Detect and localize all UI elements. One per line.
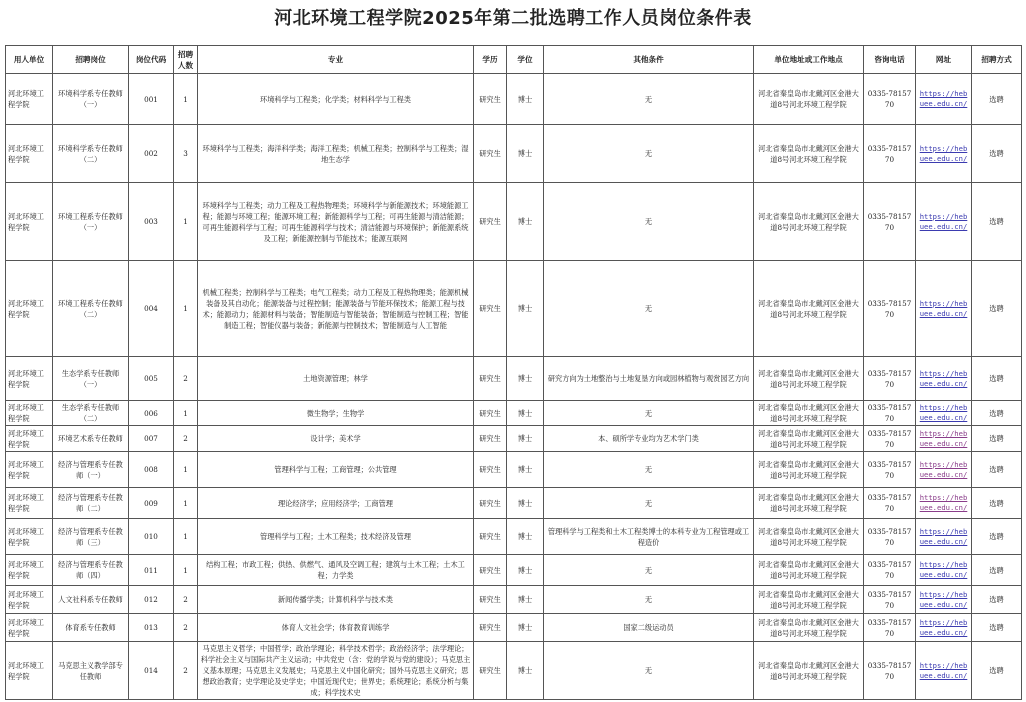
other-cell: 无 <box>544 125 754 183</box>
address-cell: 河北省秦皇岛市北戴河区金港大道8号河北环境工程学院 <box>754 357 864 401</box>
phone-cell: 0335-7815770 <box>864 74 916 125</box>
code-cell: 014 <box>129 642 174 700</box>
unit-cell: 河北环境工程学院 <box>6 74 53 125</box>
degree-cell: 博士 <box>507 357 544 401</box>
header-row <box>6 46 1022 74</box>
major-cell: 马克思主义哲学；中国哲学；政治学理论；科学技术哲学；政治经济学；法学理论；科学社会主义与国际共产主义运动；中共党史（含：党的学说与党的建设）；马克思主义基本原理；马克思主义发展史；马克思主义中国化研究；国外马克思主义研究；思想政治教育；史学理论及史学史；中国近现代史；世界史；系统理论；系统分析与集成；科学技术史 <box>198 642 474 700</box>
phone-cell: 0335-7815770 <box>864 488 916 519</box>
degree-cell: 博士 <box>507 183 544 261</box>
phone-cell: 0335-7815770 <box>864 426 916 452</box>
method-cell: 选聘 <box>972 125 1022 183</box>
table-row <box>6 74 1022 125</box>
code-cell: 010 <box>129 519 174 555</box>
major-cell: 微生物学；生物学 <box>198 401 474 426</box>
post-cell: 经济与管理系专任教师（二） <box>53 488 129 519</box>
url-link[interactable]: https://hebuee.edu.cn/ <box>916 426 972 452</box>
positions-table <box>5 45 1022 700</box>
degree-cell: 博士 <box>507 401 544 426</box>
unit-cell: 河北环境工程学院 <box>6 183 53 261</box>
method-cell: 选聘 <box>972 261 1022 357</box>
code-cell: 011 <box>129 555 174 586</box>
unit-cell: 河北环境工程学院 <box>6 488 53 519</box>
header-edu: 学历 <box>474 46 507 74</box>
url-link[interactable]: https://hebuee.edu.cn/ <box>916 125 972 183</box>
other-cell: 无 <box>544 586 754 614</box>
phone-cell: 0335-7815770 <box>864 452 916 488</box>
address-cell: 河北省秦皇岛市北戴河区金港大道8号河北环境工程学院 <box>754 401 864 426</box>
major-cell: 结构工程；市政工程；供热、供燃气、通风及空调工程；建筑与土木工程；土木工程；力学类 <box>198 555 474 586</box>
header-method: 招聘方式 <box>972 46 1022 74</box>
phone-cell: 0335-7815770 <box>864 183 916 261</box>
other-cell: 无 <box>544 401 754 426</box>
num-cell: 1 <box>174 488 198 519</box>
header-degree: 学位 <box>507 46 544 74</box>
url-link[interactable]: https://hebuee.edu.cn/ <box>916 401 972 426</box>
edu-cell: 研究生 <box>474 586 507 614</box>
header-phone: 咨询电话 <box>864 46 916 74</box>
post-cell: 环境科学系专任教师（一） <box>53 74 129 125</box>
other-cell: 无 <box>544 74 754 125</box>
table-row <box>6 125 1022 183</box>
edu-cell: 研究生 <box>474 74 507 125</box>
phone-cell: 0335-7815770 <box>864 519 916 555</box>
post-cell: 经济与管理系专任教师（三） <box>53 519 129 555</box>
unit-cell: 河北环境工程学院 <box>6 357 53 401</box>
table-row <box>6 642 1022 700</box>
url-link[interactable]: https://hebuee.edu.cn/ <box>916 452 972 488</box>
phone-cell: 0335-7815770 <box>864 401 916 426</box>
address-cell: 河北省秦皇岛市北戴河区金港大道8号河北环境工程学院 <box>754 614 864 642</box>
degree-cell: 博士 <box>507 261 544 357</box>
method-cell: 选聘 <box>972 401 1022 426</box>
post-cell: 环境工程系专任教师（二） <box>53 261 129 357</box>
unit-cell: 河北环境工程学院 <box>6 519 53 555</box>
degree-cell: 博士 <box>507 555 544 586</box>
address-cell: 河北省秦皇岛市北戴河区金港大道8号河北环境工程学院 <box>754 586 864 614</box>
code-cell: 006 <box>129 401 174 426</box>
method-cell: 选聘 <box>972 555 1022 586</box>
major-cell: 管理科学与工程；工商管理；公共管理 <box>198 452 474 488</box>
other-cell: 无 <box>544 488 754 519</box>
header-major: 专业 <box>198 46 474 74</box>
code-cell: 008 <box>129 452 174 488</box>
post-cell: 环境艺术系专任教师 <box>53 426 129 452</box>
degree-cell: 博士 <box>507 452 544 488</box>
unit-cell: 河北环境工程学院 <box>6 261 53 357</box>
method-cell: 选聘 <box>972 642 1022 700</box>
method-cell: 选聘 <box>972 426 1022 452</box>
degree-cell: 博士 <box>507 642 544 700</box>
unit-cell: 河北环境工程学院 <box>6 614 53 642</box>
edu-cell: 研究生 <box>474 401 507 426</box>
degree-cell: 博士 <box>507 488 544 519</box>
method-cell: 选聘 <box>972 452 1022 488</box>
edu-cell: 研究生 <box>474 261 507 357</box>
code-cell: 009 <box>129 488 174 519</box>
other-cell: 国家二级运动员 <box>544 614 754 642</box>
unit-cell: 河北环境工程学院 <box>6 125 53 183</box>
edu-cell: 研究生 <box>474 614 507 642</box>
num-cell: 2 <box>174 614 198 642</box>
num-cell: 2 <box>174 426 198 452</box>
address-cell: 河北省秦皇岛市北戴河区金港大道8号河北环境工程学院 <box>754 642 864 700</box>
header-unit: 用人单位 <box>6 46 53 74</box>
major-cell: 环境科学与工程类；海洋科学类；海洋工程类；机械工程类；控制科学与工程类；湿地生态学 <box>198 125 474 183</box>
address-cell: 河北省秦皇岛市北戴河区金港大道8号河北环境工程学院 <box>754 125 864 183</box>
code-cell: 002 <box>129 125 174 183</box>
method-cell: 选聘 <box>972 357 1022 401</box>
table-row <box>6 426 1022 452</box>
other-cell: 无 <box>544 555 754 586</box>
address-cell: 河北省秦皇岛市北戴河区金港大道8号河北环境工程学院 <box>754 261 864 357</box>
num-cell: 2 <box>174 586 198 614</box>
phone-cell: 0335-7815770 <box>864 586 916 614</box>
method-cell: 选聘 <box>972 519 1022 555</box>
address-cell: 河北省秦皇岛市北戴河区金港大道8号河北环境工程学院 <box>754 555 864 586</box>
post-cell: 经济与管理系专任教师（一） <box>53 452 129 488</box>
code-cell: 001 <box>129 74 174 125</box>
table-row <box>6 452 1022 488</box>
edu-cell: 研究生 <box>474 426 507 452</box>
other-cell: 无 <box>544 183 754 261</box>
url-link[interactable]: https://hebuee.edu.cn/ <box>916 357 972 401</box>
degree-cell: 博士 <box>507 519 544 555</box>
major-cell: 新闻传播学类；计算机科学与技术类 <box>198 586 474 614</box>
post-cell: 体育系专任教师 <box>53 614 129 642</box>
table-body <box>6 74 1022 700</box>
post-cell: 经济与管理系专任教师（四） <box>53 555 129 586</box>
code-cell: 004 <box>129 261 174 357</box>
edu-cell: 研究生 <box>474 183 507 261</box>
major-cell: 环境科学与工程类；动力工程及工程热物理类；环境科学与新能源技术；环境能源工程；能源与环境工程；能源环境工程；新能源科学与工程；可再生能源与清洁能源；可再生能源科学与工程；可再生能源科学与技术；清洁能源与环境保护；新能源系统及工程；新能源控制与节能技术；能源互联网 <box>198 183 474 261</box>
table-row <box>6 261 1022 357</box>
header-code: 岗位代码 <box>129 46 174 74</box>
edu-cell: 研究生 <box>474 452 507 488</box>
major-cell: 机械工程类；控制科学与工程类；电气工程类；动力工程及工程热物理类；能源机械装备及其自动化；能源装备与过程控制；能源装备与节能环保技术；能源工程与技术；能源动力；能源材料与装备；智能制造与智能装备；智能制造与控制工程；智能制造工程；智能仪器与装备；新能源与控制技术；智能制造与人工智能 <box>198 261 474 357</box>
code-cell: 007 <box>129 426 174 452</box>
url-link[interactable]: https://hebuee.edu.cn/ <box>916 74 972 125</box>
url-link[interactable]: https://hebuee.edu.cn/ <box>916 261 972 357</box>
url-link[interactable]: https://hebuee.edu.cn/ <box>916 614 972 642</box>
table-row <box>6 401 1022 426</box>
num-cell: 1 <box>174 401 198 426</box>
url-link[interactable]: https://hebuee.edu.cn/ <box>916 183 972 261</box>
url-link[interactable]: https://hebuee.edu.cn/ <box>916 519 972 555</box>
table-row <box>6 586 1022 614</box>
major-cell: 体育人文社会学；体育教育训练学 <box>198 614 474 642</box>
unit-cell: 河北环境工程学院 <box>6 401 53 426</box>
method-cell: 选聘 <box>972 614 1022 642</box>
unit-cell: 河北环境工程学院 <box>6 426 53 452</box>
post-cell: 环境工程系专任教师（一） <box>53 183 129 261</box>
other-cell: 研究方向为土地整治与土地复垦方向或园林植物与观赏园艺方向 <box>544 357 754 401</box>
code-cell: 013 <box>129 614 174 642</box>
other-cell: 本、硕所学专业均为艺术学门类 <box>544 426 754 452</box>
address-cell: 河北省秦皇岛市北戴河区金港大道8号河北环境工程学院 <box>754 183 864 261</box>
major-cell: 设计学；美术学 <box>198 426 474 452</box>
url-link[interactable]: https://hebuee.edu.cn/ <box>916 586 972 614</box>
table-row <box>6 183 1022 261</box>
num-cell: 1 <box>174 519 198 555</box>
unit-cell: 河北环境工程学院 <box>6 555 53 586</box>
unit-cell: 河北环境工程学院 <box>6 452 53 488</box>
edu-cell: 研究生 <box>474 642 507 700</box>
num-cell: 2 <box>174 357 198 401</box>
url-link[interactable]: https://hebuee.edu.cn/ <box>916 488 972 519</box>
post-cell: 生态学系专任教师（二） <box>53 401 129 426</box>
header-num: 招聘人数 <box>174 46 198 74</box>
address-cell: 河北省秦皇岛市北戴河区金港大道8号河北环境工程学院 <box>754 519 864 555</box>
edu-cell: 研究生 <box>474 488 507 519</box>
degree-cell: 博士 <box>507 426 544 452</box>
code-cell: 012 <box>129 586 174 614</box>
address-cell: 河北省秦皇岛市北戴河区金港大道8号河北环境工程学院 <box>754 488 864 519</box>
degree-cell: 博士 <box>507 125 544 183</box>
method-cell: 选聘 <box>972 74 1022 125</box>
major-cell: 管理科学与工程；土木工程类；技术经济及管理 <box>198 519 474 555</box>
other-cell: 无 <box>544 452 754 488</box>
address-cell: 河北省秦皇岛市北戴河区金港大道8号河北环境工程学院 <box>754 426 864 452</box>
edu-cell: 研究生 <box>474 357 507 401</box>
table-row <box>6 614 1022 642</box>
page-title: 河北环境工程学院2025年第二批选聘工作人员岗位条件表 <box>274 8 752 29</box>
post-cell: 生态学系专任教师（一） <box>53 357 129 401</box>
num-cell: 1 <box>174 74 198 125</box>
other-cell: 无 <box>544 642 754 700</box>
phone-cell: 0335-7815770 <box>864 261 916 357</box>
header-post: 招聘岗位 <box>53 46 129 74</box>
method-cell: 选聘 <box>972 488 1022 519</box>
phone-cell: 0335-7815770 <box>864 614 916 642</box>
table-row <box>6 357 1022 401</box>
post-cell: 人文社科系专任教师 <box>53 586 129 614</box>
other-cell: 无 <box>544 261 754 357</box>
address-cell: 河北省秦皇岛市北戴河区金港大道8号河北环境工程学院 <box>754 452 864 488</box>
edu-cell: 研究生 <box>474 555 507 586</box>
edu-cell: 研究生 <box>474 519 507 555</box>
edu-cell: 研究生 <box>474 125 507 183</box>
num-cell: 1 <box>174 452 198 488</box>
phone-cell: 0335-7815770 <box>864 555 916 586</box>
url-link[interactable]: https://hebuee.edu.cn/ <box>916 555 972 586</box>
address-cell: 河北省秦皇岛市北戴河区金港大道8号河北环境工程学院 <box>754 74 864 125</box>
major-cell: 土地资源管理；林学 <box>198 357 474 401</box>
table-row <box>6 488 1022 519</box>
url-link[interactable]: https://hebuee.edu.cn/ <box>916 642 972 700</box>
method-cell: 选聘 <box>972 183 1022 261</box>
phone-cell: 0335-7815770 <box>864 642 916 700</box>
post-cell: 马克思主义教学部专任教师 <box>53 642 129 700</box>
header-other: 其他条件 <box>544 46 754 74</box>
phone-cell: 0335-7815770 <box>864 357 916 401</box>
degree-cell: 博士 <box>507 74 544 125</box>
header-url: 网址 <box>916 46 972 74</box>
unit-cell: 河北环境工程学院 <box>6 642 53 700</box>
num-cell: 2 <box>174 642 198 700</box>
degree-cell: 博士 <box>507 586 544 614</box>
post-cell: 环境科学系专任教师（二） <box>53 125 129 183</box>
num-cell: 1 <box>174 261 198 357</box>
unit-cell: 河北环境工程学院 <box>6 586 53 614</box>
major-cell: 理论经济学；应用经济学；工商管理 <box>198 488 474 519</box>
num-cell: 1 <box>174 555 198 586</box>
table-row <box>6 519 1022 555</box>
code-cell: 005 <box>129 357 174 401</box>
phone-cell: 0335-7815770 <box>864 125 916 183</box>
code-cell: 003 <box>129 183 174 261</box>
header-addr: 单位地址或工作地点 <box>754 46 864 74</box>
num-cell: 1 <box>174 183 198 261</box>
degree-cell: 博士 <box>507 614 544 642</box>
num-cell: 3 <box>174 125 198 183</box>
other-cell: 管理科学与工程类和土木工程类博士的本科专业为工程管理或工程造价 <box>544 519 754 555</box>
method-cell: 选聘 <box>972 586 1022 614</box>
major-cell: 环境科学与工程类；化学类；材料科学与工程类 <box>198 74 474 125</box>
table-row <box>6 555 1022 586</box>
